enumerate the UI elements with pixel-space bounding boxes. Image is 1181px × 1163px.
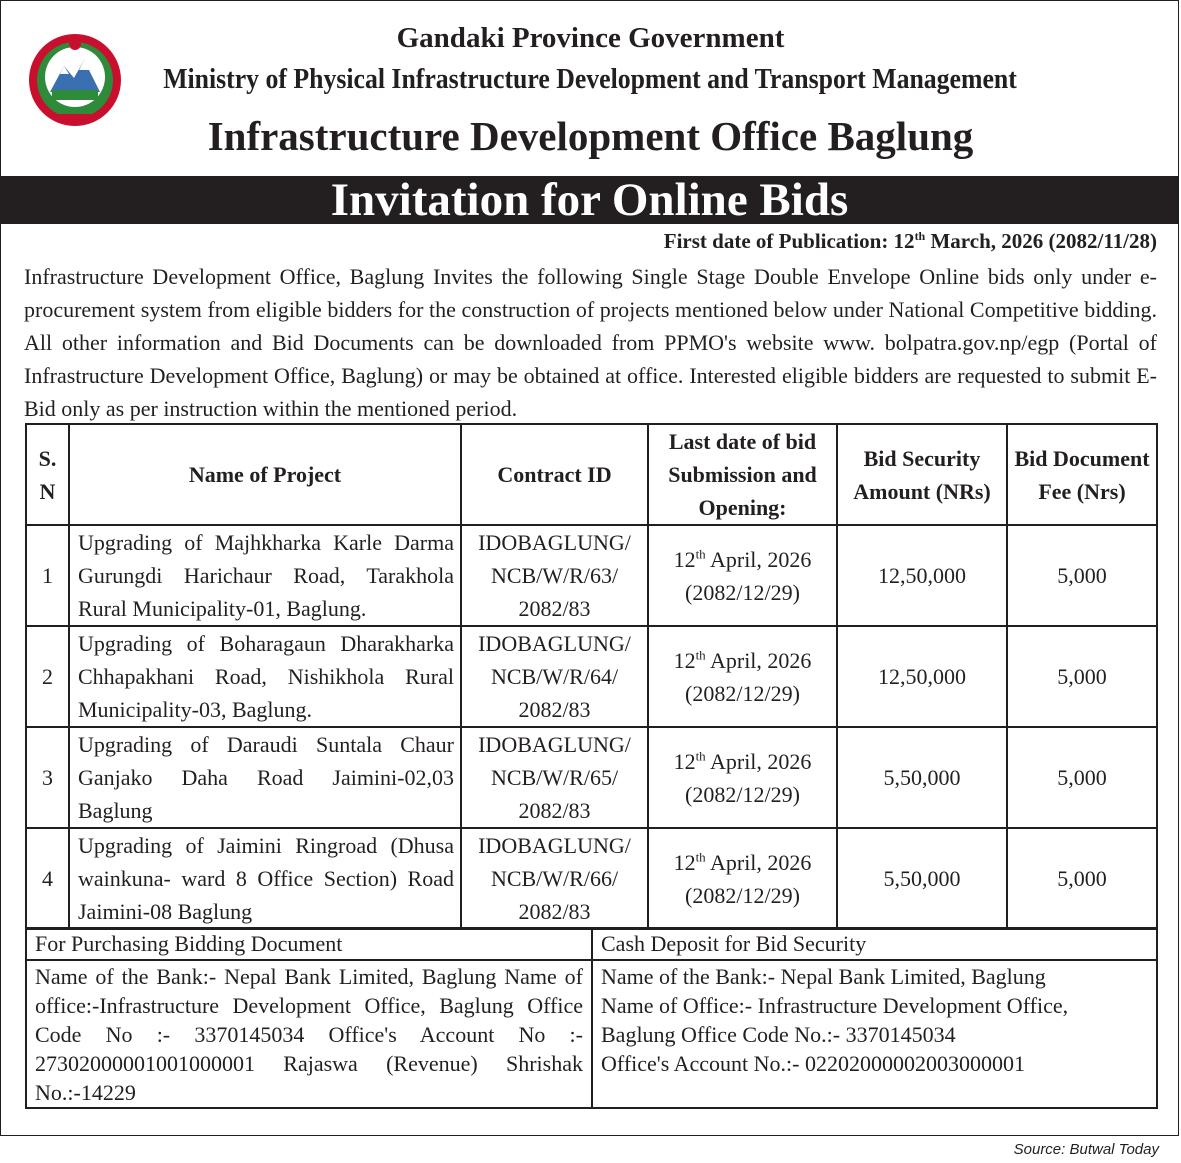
cell-contract-id: IDOBAGLUNG/ NCB/W/R/64/ 2082/83 xyxy=(461,626,648,727)
ministry-name: Ministry of Physical Infrastructure Development and Transport Management xyxy=(163,64,1017,95)
col-header-project: Name of Project xyxy=(69,424,461,525)
table-row xyxy=(26,525,1157,626)
cell-security: 12,50,000 xyxy=(837,626,1007,727)
col-header-security: Bid Security Amount (NRs) xyxy=(837,424,1007,525)
cell-fee: 5,000 xyxy=(1007,525,1157,626)
cell-sn: 2 xyxy=(26,626,69,727)
cell-project: Upgrading of Boharagaun Dharakharka Chhapakhani Road, Nishikhola Rural Municipality-03, Baglung. xyxy=(69,626,461,727)
cell-contract-id: IDOBAGLUNG/ NCB/W/R/66/ 2082/83 xyxy=(461,828,648,929)
col-header-contract: Contract ID xyxy=(461,424,648,525)
bank-name-line: Name of the Bank:- Nepal Bank Limited, Baglung xyxy=(601,964,1046,989)
source-credit: Source: Butwal Today xyxy=(1013,1141,1159,1158)
notice-title-banner: Invitation for Online Bids xyxy=(0,176,1179,224)
bank-header-row xyxy=(26,928,1157,960)
cell-security: 5,50,000 xyxy=(837,727,1007,828)
cell-fee: 5,000 xyxy=(1007,727,1157,828)
cell-fee: 5,000 xyxy=(1007,828,1157,929)
cell-project: Upgrading of Majhkharka Karle Darma Gurungdi Harichaur Road, Tarakhola Rural Municipality-01, Baglung. xyxy=(69,525,461,626)
col-header-deadline: Last date of bid Submission and Opening: xyxy=(648,424,837,525)
publication-date: First date of Publication: 12th March, 2026 (2082/11/28) xyxy=(663,229,1157,253)
cell-sn: 4 xyxy=(26,828,69,929)
cell-sn: 3 xyxy=(26,727,69,828)
table-row xyxy=(26,828,1157,929)
cell-project: Upgrading of Daraudi Suntala Chaur Ganjako Daha Road Jaimini-02,03 Baglung xyxy=(69,727,461,828)
cash-deposit-title: Cash Deposit for Bid Security xyxy=(592,928,1157,960)
cell-contract-id: IDOBAGLUNG/ NCB/W/R/65/ 2082/83 xyxy=(461,727,648,828)
cell-fee: 5,000 xyxy=(1007,626,1157,727)
cell-contract-id: IDOBAGLUNG/ NCB/W/R/63/ 2082/83 xyxy=(461,525,648,626)
purchasing-doc-title: For Purchasing Bidding Document xyxy=(26,928,592,960)
col-header-fee: Bid Document Fee (Nrs) xyxy=(1007,424,1157,525)
table-row xyxy=(26,727,1157,828)
invitation-paragraph: Infrastructure Development Office, Baglung Invites the following Single Stage Double Envelope Online bids only under e- procurement system from eligible bidders for the construction of projects mentioned below under National Competitive bidding. All other information and Bid Documents can be downloaded from PPMO's website www. bolpatra.gov.np/egp (Portal of Infrastructure Development Office, Baglung) or may be obtained at office. Interested eligible bidders are requested to submit E-Bid only as per instruction within the mentioned period. xyxy=(24,264,1157,421)
cell-project: Upgrading of Jaimini Ringroad (Dhusa wainkuna- ward 8 Office Section) Road Jaimini-08 Baglung xyxy=(69,828,461,929)
col-header-sn: S. N xyxy=(26,424,69,525)
bank-body-row xyxy=(26,960,1157,1108)
table-row xyxy=(26,626,1157,727)
table-header-row xyxy=(26,424,1157,525)
cell-sn: 1 xyxy=(26,525,69,626)
cell-deadline: 12th April, 2026 (2082/12/29) xyxy=(648,727,837,828)
cell-deadline: 12th April, 2026 (2082/12/29) xyxy=(648,626,837,727)
office-name: Infrastructure Development Office Baglung xyxy=(207,113,974,159)
bank-details-table xyxy=(25,927,1158,1109)
cell-deadline: 12th April, 2026 (2082/12/29) xyxy=(648,828,837,929)
office-name-line: Name of Office:- Infrastructure Development Office, xyxy=(601,993,1069,1018)
purchasing-doc-details: Name of the Bank:- Nepal Bank Limited, Baglung Name of office:-Infrastructure Development Office, Baglung Office Code No :- 3370145034 Office's Account No :- 27302000001001000001 Rajaswa (Revenue) Shrishak No.:-14229 xyxy=(26,960,592,1108)
cell-deadline: 12th April, 2026 (2082/12/29) xyxy=(648,525,837,626)
cell-security: 12,50,000 xyxy=(837,525,1007,626)
office-code-line: Baglung Office Code No.:- 3370145034 xyxy=(601,1022,956,1047)
bids-table xyxy=(25,423,1158,930)
account-number-line: Office's Account No.:- 02202000002003000001 xyxy=(601,1051,1025,1076)
government-name: Gandaki Province Government xyxy=(396,22,785,54)
cell-security: 5,50,000 xyxy=(837,828,1007,929)
cash-deposit-details xyxy=(592,960,1157,1108)
